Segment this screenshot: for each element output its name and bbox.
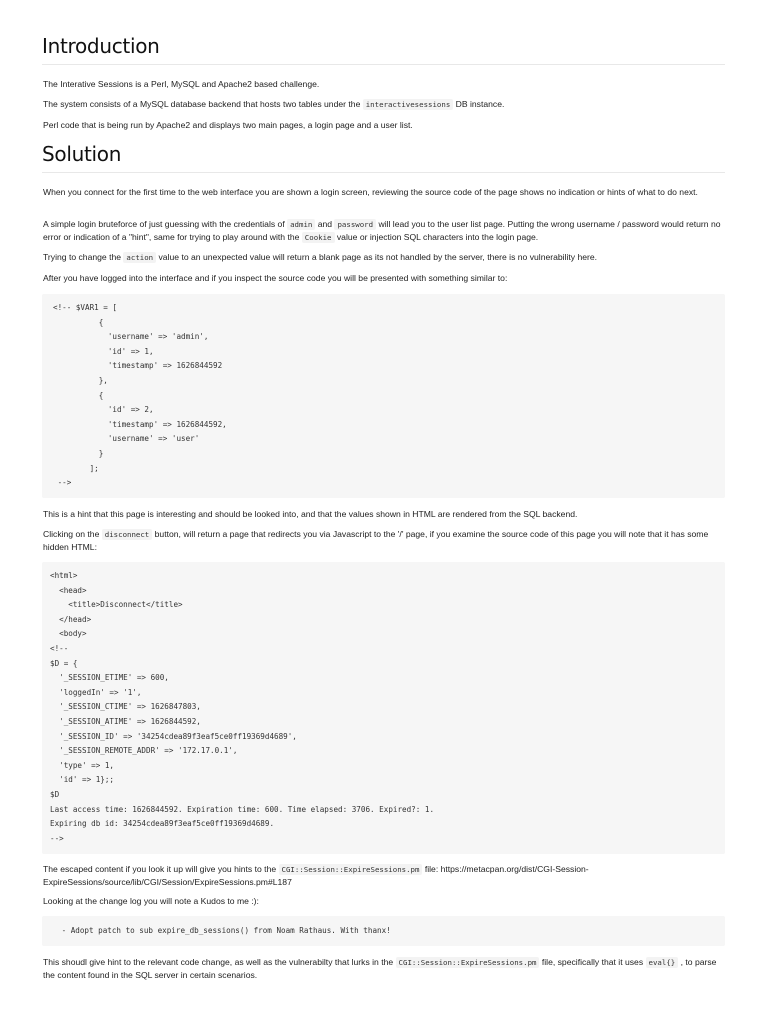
solution-paragraph-7 — [43, 863, 725, 888]
solution-paragraph-2 — [43, 218, 725, 244]
text-span: This shoudl give hint to the relevant code change, as well as the vulnerabilty that lurks in the — [43, 957, 396, 967]
inline-code-admin: admin — [287, 219, 315, 230]
text-span: Clicking on the — [43, 529, 102, 539]
solution-paragraph-3 — [43, 251, 725, 264]
inline-code-expiresessions: CGI::Session::ExpireSessions.pm — [279, 864, 423, 875]
inline-code-disconnect: disconnect — [102, 529, 153, 540]
solution-paragraph-8: Looking at the change log you will note a Kudos to me :): — [43, 896, 259, 906]
text-span: Trying to change the — [43, 252, 124, 262]
text-span: file: https://metacpan.org/dist/CGI-Session-ExpireSessions/source/lib/CGI/Session/ExpireSessions.pm#L187 — [43, 864, 589, 887]
heading-introduction: Introduction — [42, 33, 725, 65]
code-block-disconnect-html: <html> <head> <title>Disconnect</title> </head> <body> <!-- $D = { '_SESSION_ETIME' => 600, 'loggedIn' => '1', '_SESSION_CTIME' => 1626847803, '_SESSION_ATIME' => 1626844592, '_SESSION_ID' => '34254cdea89f3eaf5ce0ff19369d4689', '_SESSION_REMOTE_ADDR' => '172.17.0.1', 'type' => 1, 'id' => 1};; $D Last access time: 1626844592. Expiration time: 600. Time elapsed: 3706. Expired?: 1. Expiring db id: 34254cdea89f3eaf5ce0ff19369d4689. --> — [42, 562, 725, 854]
text-span: file, specifically that it uses — [539, 957, 646, 967]
inline-code-cookie: Cookie — [302, 232, 335, 243]
heading-solution: Solution — [42, 141, 725, 173]
text-span: and — [315, 219, 335, 229]
text-span: button, will return a page that redirects you via Javascript to the '/' page, if you examine the source code of this page you will note that it has some hidden HTML: — [43, 529, 709, 552]
solution-paragraph-5: This is a hint that this page is interesting and should be looked into, and that the values shown in HTML are rendered from the SQL backend. — [43, 509, 578, 519]
text-span: DB instance. — [453, 99, 505, 109]
intro-paragraph-3: Perl code that is being run by Apache2 and displays two main pages, a login page and a user list. — [43, 120, 413, 130]
intro-paragraph-1: The Interative Sessions is a Perl, MySQL and Apache2 based challenge. — [43, 79, 320, 89]
text-span: value or injection SQL characters into the login page. — [334, 232, 539, 242]
text-span: value to an unexpected value will return a blank page as its not handled by the server, there is no vulnerability here. — [156, 252, 598, 262]
code-block-var1-dump: <!-- $VAR1 = [ { 'username' => 'admin', 'id' => 1, 'timestamp' => 1626844592 }, { 'id' => 2, 'timestamp' => 1626844592, 'username' => 'user' } ]; --> — [42, 294, 725, 498]
code-block-changelog: - Adopt patch to sub expire_db_sessions() from Noam Rathaus. With thanx! — [42, 916, 725, 946]
text-span: , to parse the content found in the SQL server in certain scenarios. — [43, 957, 717, 980]
text-span: The system consists of a MySQL database backend that hosts two tables under the — [43, 99, 363, 109]
text-span: The escaped content if you look it up will give you hints to the — [43, 864, 279, 874]
solution-paragraph-6 — [43, 528, 725, 553]
solution-paragraph-1: When you connect for the first time to the web interface you are shown a login screen, reviewing the source code of the page shows no indication or hints of what to do next. — [43, 187, 698, 197]
text-span: will lead you to the user list page. Putting the wrong username / password would return no error or indication of a "hint", same for trying to play around with the — [43, 219, 721, 242]
solution-paragraph-4: After you have logged into the interface and if you inspect the source code you will be presented with something similar to: — [43, 273, 508, 283]
text-span: A simple login bruteforce of just guessing with the credentials of — [43, 219, 288, 229]
inline-code-password: password — [334, 219, 376, 230]
inline-code-expiresessions: CGI::Session::ExpireSessions.pm — [396, 957, 540, 968]
inline-code-action: action — [123, 252, 156, 263]
inline-code-eval: eval{} — [646, 957, 679, 968]
intro-paragraph-2 — [43, 98, 725, 111]
solution-paragraph-9 — [43, 956, 725, 981]
inline-code-db-name: interactivesessions — [363, 99, 454, 110]
